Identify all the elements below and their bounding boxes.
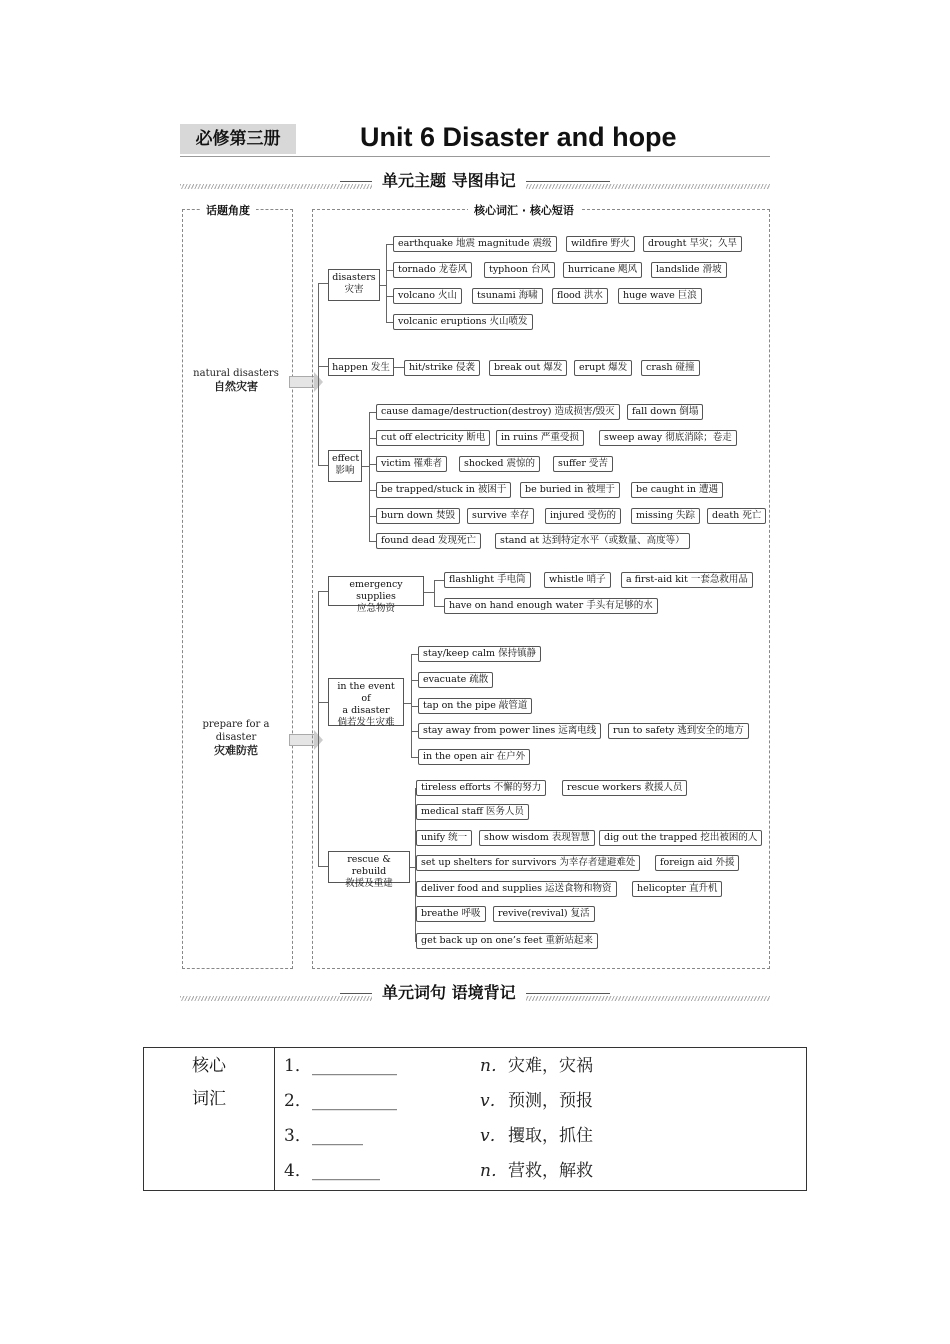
term-chip: in the open air 在户外: [418, 749, 530, 765]
topic-prepare: prepare for a disaster 灾难防范: [202, 719, 270, 757]
term-chip: volcano 火山: [393, 288, 462, 304]
topic-box: [182, 209, 293, 969]
term-chip: typhoon 台风: [484, 262, 555, 278]
term-chip: stay away from power lines 远离电线: [418, 723, 601, 739]
term-chip: victim 罹难者: [376, 456, 447, 472]
term-chip: rescue workers 救援人员: [562, 780, 687, 796]
term-chip: suffer 受苦: [553, 456, 613, 472]
vocab-table: [143, 1047, 807, 1191]
term-chip: volcanic eruptions 火山喷发: [393, 314, 533, 330]
trunk-line: [318, 591, 319, 866]
term-chip: crash 碰撞: [641, 360, 700, 376]
term-chip: be buried in 被埋于: [520, 482, 620, 498]
vocab-row: 1． __________ n． 灾难，灾祸: [276, 1049, 805, 1084]
term-chip: landslide 滑坡: [651, 262, 727, 278]
answer-blank[interactable]: ______: [312, 1126, 363, 1146]
term-chip: flashlight 手电筒: [444, 572, 531, 588]
term-chip: survive 幸存: [467, 508, 534, 524]
category-emergency-supplies: emergency supplies 应急物资: [328, 576, 424, 606]
term-chip: run to safety 逃到安全的地方: [608, 723, 749, 739]
branch-line: [318, 283, 328, 284]
term-chip: set up shelters for survivors 为幸存者建避难处: [416, 855, 640, 871]
vocab-category-cell: 核心 词汇: [144, 1048, 275, 1191]
term-chip: drought 旱灾；久旱: [643, 236, 742, 252]
term-chip: erupt 爆发: [574, 360, 632, 376]
term-chip: flood 洪水: [552, 288, 608, 304]
category-effect: effect 影响: [328, 450, 362, 482]
term-chip: hurricane 飓风: [563, 262, 642, 278]
term-chip: evacuate 疏散: [418, 672, 493, 688]
term-chip: earthquake 地震 magnitude 震级: [393, 236, 557, 252]
category-happen: happen 发生: [328, 358, 394, 376]
term-chip: unify 统一: [416, 830, 472, 846]
term-chip: be trapped/stuck in 被困于: [376, 482, 511, 498]
term-chip: hit/strike 侵袭: [404, 360, 480, 376]
term-chip: a first-aid kit 一套急救用品: [621, 572, 753, 588]
term-chip: be caught in 遭遇: [631, 482, 723, 498]
branch-line: [318, 591, 328, 592]
vocab-row: 3． ______ v． 攫取，抓住: [276, 1119, 805, 1154]
term-chip: helicopter 直升机: [632, 881, 722, 897]
branch-line: [318, 866, 328, 867]
term-chip: burn down 焚毁: [376, 508, 460, 524]
term-chip: have on hand enough water 手头有足够的水: [444, 598, 658, 614]
term-chip: show wisdom 表现智慧: [479, 830, 595, 846]
trunk-line: [318, 283, 319, 379]
topic-natural-disasters: natural disasters 自然灾害: [193, 368, 279, 393]
branch-line: [318, 702, 328, 703]
term-chip: cause damage/destruction(destroy) 造成损害/毁灭: [376, 404, 620, 420]
answer-blank[interactable]: __________: [312, 1091, 397, 1111]
term-chip: huge wave 巨浪: [618, 288, 702, 304]
term-chip: get back up on one’s feet 重新站起来: [416, 933, 598, 949]
term-chip: missing 失踪: [631, 508, 700, 524]
unit-title: Unit 6 Disaster and hope: [360, 122, 677, 152]
term-chip: foreign aid 外援: [655, 855, 739, 871]
book-tag: 必修第三册: [180, 124, 296, 154]
category-disasters: disasters 灾害: [328, 269, 380, 301]
term-chip: deliver food and supplies 运送食物和物资: [416, 881, 617, 897]
term-chip: tsunami 海啸: [472, 288, 543, 304]
vocab-items-cell: [275, 1048, 807, 1191]
banner-mindmap-title: 单元主题 导图串记: [372, 168, 526, 191]
term-chip: dig out the trapped 挖出被困的人: [599, 830, 762, 846]
term-chip: wildfire 野火: [566, 236, 635, 252]
category-in-the-event: in the event of a disaster 倘若发生灾难: [328, 678, 404, 726]
term-chip: break out 爆发: [489, 360, 567, 376]
term-chip: cut off electricity 断电: [376, 430, 490, 446]
banner-sentences-title: 单元词句 语境背记: [372, 980, 526, 1003]
term-chip: stand at 达到特定水平（或数量、高度等）: [495, 533, 690, 549]
term-chip: medical staff 医务人员: [416, 804, 529, 820]
branch-line: [318, 465, 328, 466]
term-chip: found dead 发现死亡: [376, 533, 481, 549]
term-chip: tireless efforts 不懈的努力: [416, 780, 546, 796]
answer-blank[interactable]: __________: [312, 1056, 397, 1076]
trunk-line: [318, 379, 319, 465]
category-rescue-rebuild: rescue & rebuild 救援及重建: [328, 851, 410, 883]
term-chip: whistle 哨子: [544, 572, 611, 588]
term-chip: sweep away 彻底消除；卷走: [599, 430, 737, 446]
term-chip: breathe 呼吸: [416, 906, 486, 922]
topic-box-title: 话题角度: [200, 202, 256, 218]
term-chip: stay/keep calm 保持镇静: [418, 646, 541, 662]
term-chip: fall down 倒塌: [627, 404, 703, 420]
term-chip: injured 受伤的: [545, 508, 621, 524]
term-chip: in ruins 严重受损: [496, 430, 584, 446]
term-chip: shocked 震惊的: [459, 456, 540, 472]
term-chip: revive(revival) 复活: [493, 906, 595, 922]
vocab-row: 2． __________ v． 预测，预报: [276, 1084, 805, 1119]
term-chip: tornado 龙卷风: [393, 262, 472, 278]
term-chip: death 死亡: [707, 508, 766, 524]
answer-blank[interactable]: ________: [312, 1161, 380, 1181]
header-divider: [180, 156, 770, 157]
vocab-map-title: 核心词汇 · 核心短语: [468, 202, 580, 218]
term-chip: tap on the pipe 敲管道: [418, 698, 532, 714]
vocab-row: 4． ________ n． 营救，解救: [276, 1154, 805, 1189]
branch-line: [318, 366, 328, 367]
